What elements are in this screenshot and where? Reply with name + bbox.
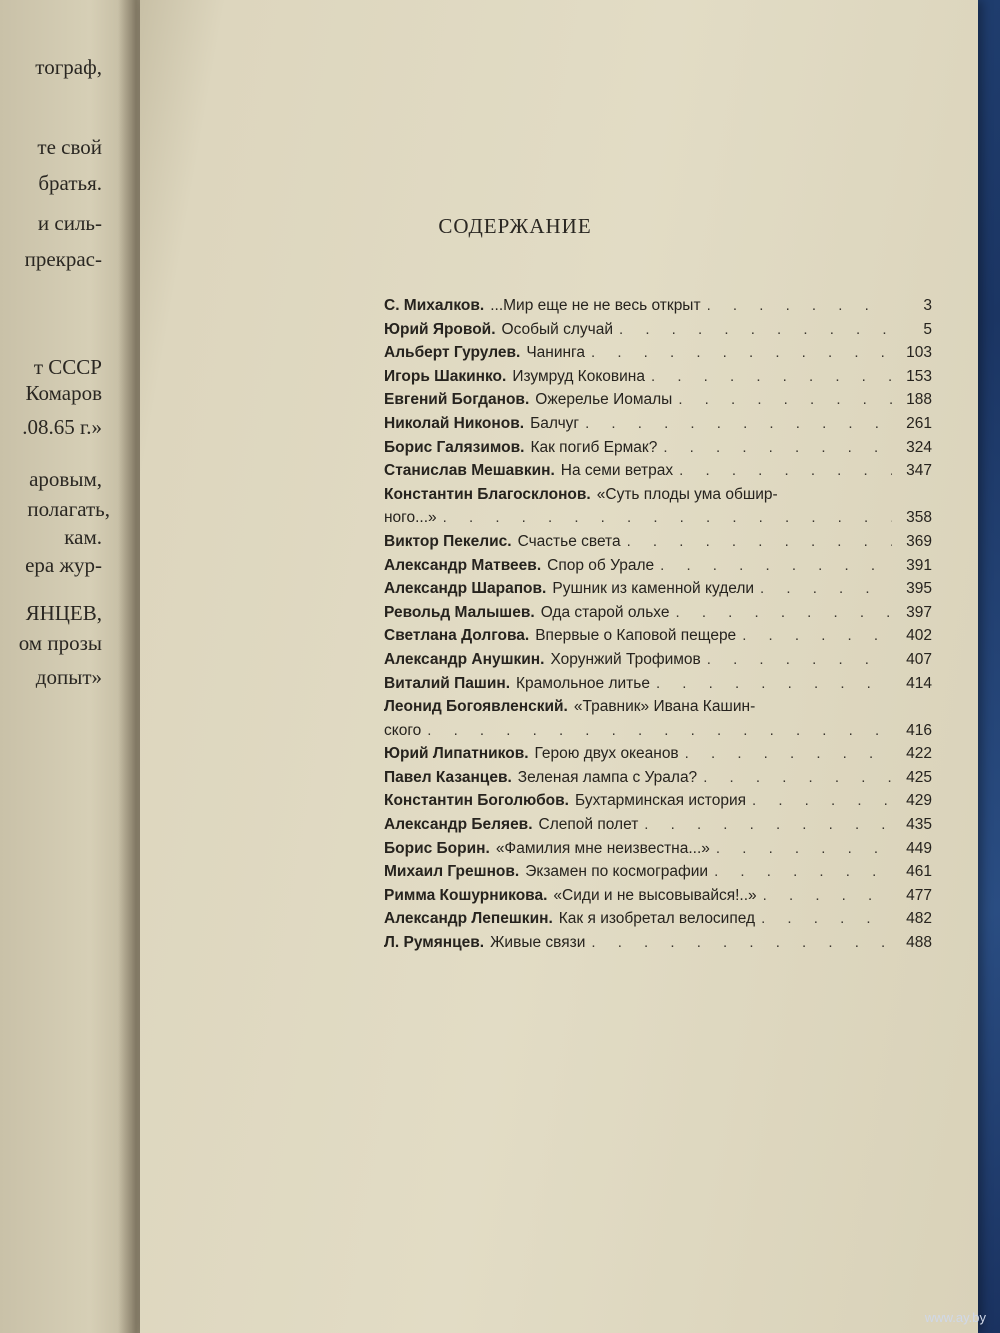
toc-leader-dots (427, 719, 892, 743)
toc-work-title: Рушник из каменной кудели (552, 580, 755, 598)
toc-entry (384, 672, 932, 696)
toc-author: Павел Казанцев. (384, 768, 512, 786)
toc-page-number: 407 (906, 650, 932, 668)
toc-entry (384, 860, 932, 884)
toc-author: Константин Боголюбов. (384, 792, 569, 810)
toc-author: Л. Румянцев. (384, 934, 485, 952)
toc-work-title: Изумруд Коковина (512, 367, 645, 385)
toc-author: Игорь Шакинко. (384, 367, 507, 385)
toc-entry (384, 907, 932, 931)
toc-page-number: 3 (923, 297, 932, 314)
toc-author: Борис Галязимов. (384, 438, 525, 456)
left-page-text-fragment: допыт» (35, 665, 102, 689)
toc-author: Николай Никонов. (384, 414, 525, 432)
toc-author: Александр Анушкин. (384, 650, 545, 668)
toc-page-number: 369 (906, 532, 932, 550)
toc-author: Александр Матвеев. (384, 556, 542, 574)
toc-page-number: 422 (906, 745, 932, 763)
toc-page-number: 397 (906, 603, 932, 621)
watermark: www.ay.by (924, 1310, 986, 1325)
toc-entry (384, 766, 932, 790)
toc-work-title: Чанинга (526, 344, 585, 362)
toc-entry (384, 577, 932, 601)
toc-page-number: 395 (906, 580, 932, 598)
toc-leader-dots (703, 766, 892, 790)
toc-leader-dots (763, 884, 892, 908)
toc-page-number: 5 (923, 320, 932, 338)
toc-leader-dots (716, 837, 892, 861)
toc-entry (384, 554, 932, 578)
toc-entry (384, 695, 932, 742)
left-page-text-fragment: братья. (38, 171, 102, 195)
toc-author: Виталий Пашин. (384, 674, 511, 692)
toc-author: Леонид Богоявленский. (384, 698, 568, 716)
toc-work-title: Герою двух океанов (534, 745, 679, 763)
toc-title: СОДЕРЖАНИЕ (438, 214, 592, 238)
toc-page-number: 488 (906, 934, 932, 952)
toc-entry (384, 365, 932, 389)
toc-page-number: 429 (906, 792, 932, 810)
toc-page-number: 324 (906, 438, 932, 456)
toc-leader-dots (660, 554, 892, 578)
toc-entry (384, 294, 932, 318)
toc-page-number: 416 (906, 721, 932, 739)
left-page-text-fragment: ом прозы (18, 631, 102, 655)
toc-page-number: 261 (906, 414, 932, 432)
toc-leader-dots (761, 907, 892, 931)
toc-work-title: Хорунжий Трофимов (550, 650, 701, 668)
toc-leader-dots (678, 388, 892, 412)
right-page (140, 0, 978, 1333)
toc-leader-dots (707, 294, 892, 318)
toc-author: Альберт Гурулев. (384, 344, 521, 362)
toc-work-title: Экзамен по космографии (525, 863, 709, 881)
toc-work-title: Как я изобретал велосипед (558, 910, 756, 928)
toc-author: Александр Шарапов. (384, 580, 547, 598)
toc-work-title: Балчуг (530, 414, 580, 432)
toc-work-title: Слепой полет (538, 816, 639, 834)
toc-author: Александр Беляев. (384, 816, 533, 834)
toc-leader-dots (679, 459, 892, 483)
toc-entry (384, 648, 932, 672)
toc-page-number: 477 (906, 886, 932, 904)
left-page-text-fragment: .08.65 г.» (22, 415, 102, 439)
toc-page-number: 402 (906, 627, 932, 645)
toc-author: Константин Благосклонов. (384, 485, 591, 503)
toc-work-title-continued: ного...» (384, 509, 437, 527)
toc-page-number: 188 (906, 391, 932, 409)
table-of-contents (384, 294, 932, 955)
toc-entry (384, 837, 932, 861)
toc-leader-dots (644, 813, 892, 837)
toc-author: Римма Кошурникова. (384, 886, 548, 904)
left-page-text-fragment: прекрас- (24, 247, 102, 271)
left-page-text-fragment: и силь- (37, 211, 102, 235)
toc-leader-dots (742, 624, 892, 648)
toc-author: Михаил Грешнов. (384, 863, 520, 881)
toc-leader-dots (443, 506, 892, 530)
toc-entry (384, 459, 932, 483)
toc-page-number: 425 (906, 768, 932, 786)
toc-author: Юрий Липатников. (384, 745, 529, 763)
toc-work-title: Особый случай (501, 320, 614, 338)
left-page-text-fragment: т СССР (33, 355, 102, 379)
toc-page-number: 414 (906, 674, 932, 692)
toc-page-number: 449 (906, 839, 932, 857)
toc-entry (384, 318, 932, 342)
left-page-text-fragment: Комаров (25, 381, 102, 405)
toc-page-number: 153 (906, 367, 932, 385)
toc-entry (384, 341, 932, 365)
toc-author: Револьд Малышев. (384, 603, 535, 621)
toc-entry (384, 530, 932, 554)
toc-leader-dots (707, 648, 892, 672)
toc-work-title: Ожерелье Иомалы (535, 391, 673, 409)
toc-entry (384, 436, 932, 460)
left-page-text-fragment: кам. (64, 525, 102, 549)
toc-leader-dots (585, 412, 892, 436)
toc-author: Виктор Пекелис. (384, 532, 512, 550)
left-page-text-fragment: полагать, (27, 497, 110, 521)
toc-page-number: 347 (906, 462, 932, 480)
toc-page-number: 391 (906, 556, 932, 574)
toc-entry (384, 931, 932, 955)
toc-entry (384, 789, 932, 813)
toc-leader-dots (619, 318, 892, 342)
toc-entry (384, 884, 932, 908)
toc-work-title: Счастье света (517, 532, 621, 550)
toc-leader-dots (752, 789, 892, 813)
toc-leader-dots (714, 860, 892, 884)
left-page-text-fragment: ера жур- (25, 553, 102, 577)
toc-leader-dots (675, 601, 892, 625)
left-page-text-fragment: те свой (37, 135, 102, 159)
toc-author: Юрий Яровой. (384, 320, 496, 338)
toc-entry (384, 483, 932, 530)
toc-entry (384, 388, 932, 412)
toc-page-number: 103 (906, 344, 932, 362)
toc-work-title: «Сиди и не высовывайся!..» (553, 886, 757, 904)
toc-leader-dots (760, 577, 892, 601)
toc-author: Борис Борин. (384, 839, 490, 857)
toc-page-number: 435 (906, 816, 932, 834)
toc-author: Евгений Богданов. (384, 391, 530, 409)
toc-work-title: На семи ветрах (560, 462, 674, 480)
toc-work-title: ...Мир еще не не весь открыт (490, 297, 701, 314)
toc-work-title: Ода старой ольхе (540, 603, 670, 621)
toc-leader-dots (656, 672, 892, 696)
toc-page-number: 461 (906, 863, 932, 881)
toc-page-number: 482 (906, 910, 932, 928)
left-page-text-fragment: тограф, (35, 55, 102, 79)
toc-page-number: 358 (906, 509, 932, 527)
toc-leader-dots (685, 742, 892, 766)
toc-author: Станислав Мешавкин. (384, 462, 555, 480)
left-page-text-fragment: аровым, (29, 467, 102, 491)
toc-work-title: Впервые о Каповой пещере (535, 627, 737, 645)
toc-work-title: «Фамилия мне неизвестна...» (495, 839, 710, 857)
toc-work-title: «Травник» Ивана Кашин- (573, 698, 756, 716)
toc-work-title: Бухтарминская история (574, 792, 746, 810)
left-page-text-fragment: ЯНЦЕВ, (25, 601, 102, 625)
toc-work-title-continued: ского (384, 721, 422, 739)
toc-work-title: Крамольное литье (516, 674, 650, 692)
toc-entry (384, 813, 932, 837)
toc-leader-dots (591, 341, 892, 365)
toc-author: Александр Лепешкин. (384, 910, 553, 928)
toc-work-title: Живые связи (490, 934, 586, 952)
toc-entry (384, 624, 932, 648)
toc-author: С. Михалков. (384, 297, 485, 314)
toc-leader-dots (663, 436, 892, 460)
toc-work-title: Как погиб Ермак? (530, 438, 658, 456)
toc-leader-dots (591, 931, 892, 955)
toc-entry (384, 742, 932, 766)
toc-entry (384, 412, 932, 436)
toc-entry (384, 601, 932, 625)
toc-work-title: «Суть плоды ума обшир- (596, 485, 778, 503)
toc-leader-dots (627, 530, 892, 554)
toc-work-title: Спор об Урале (547, 556, 655, 574)
toc-author: Светлана Долгова. (384, 627, 530, 645)
toc-leader-dots (651, 365, 892, 389)
toc-work-title: Зеленая лампа с Урала? (517, 768, 698, 786)
